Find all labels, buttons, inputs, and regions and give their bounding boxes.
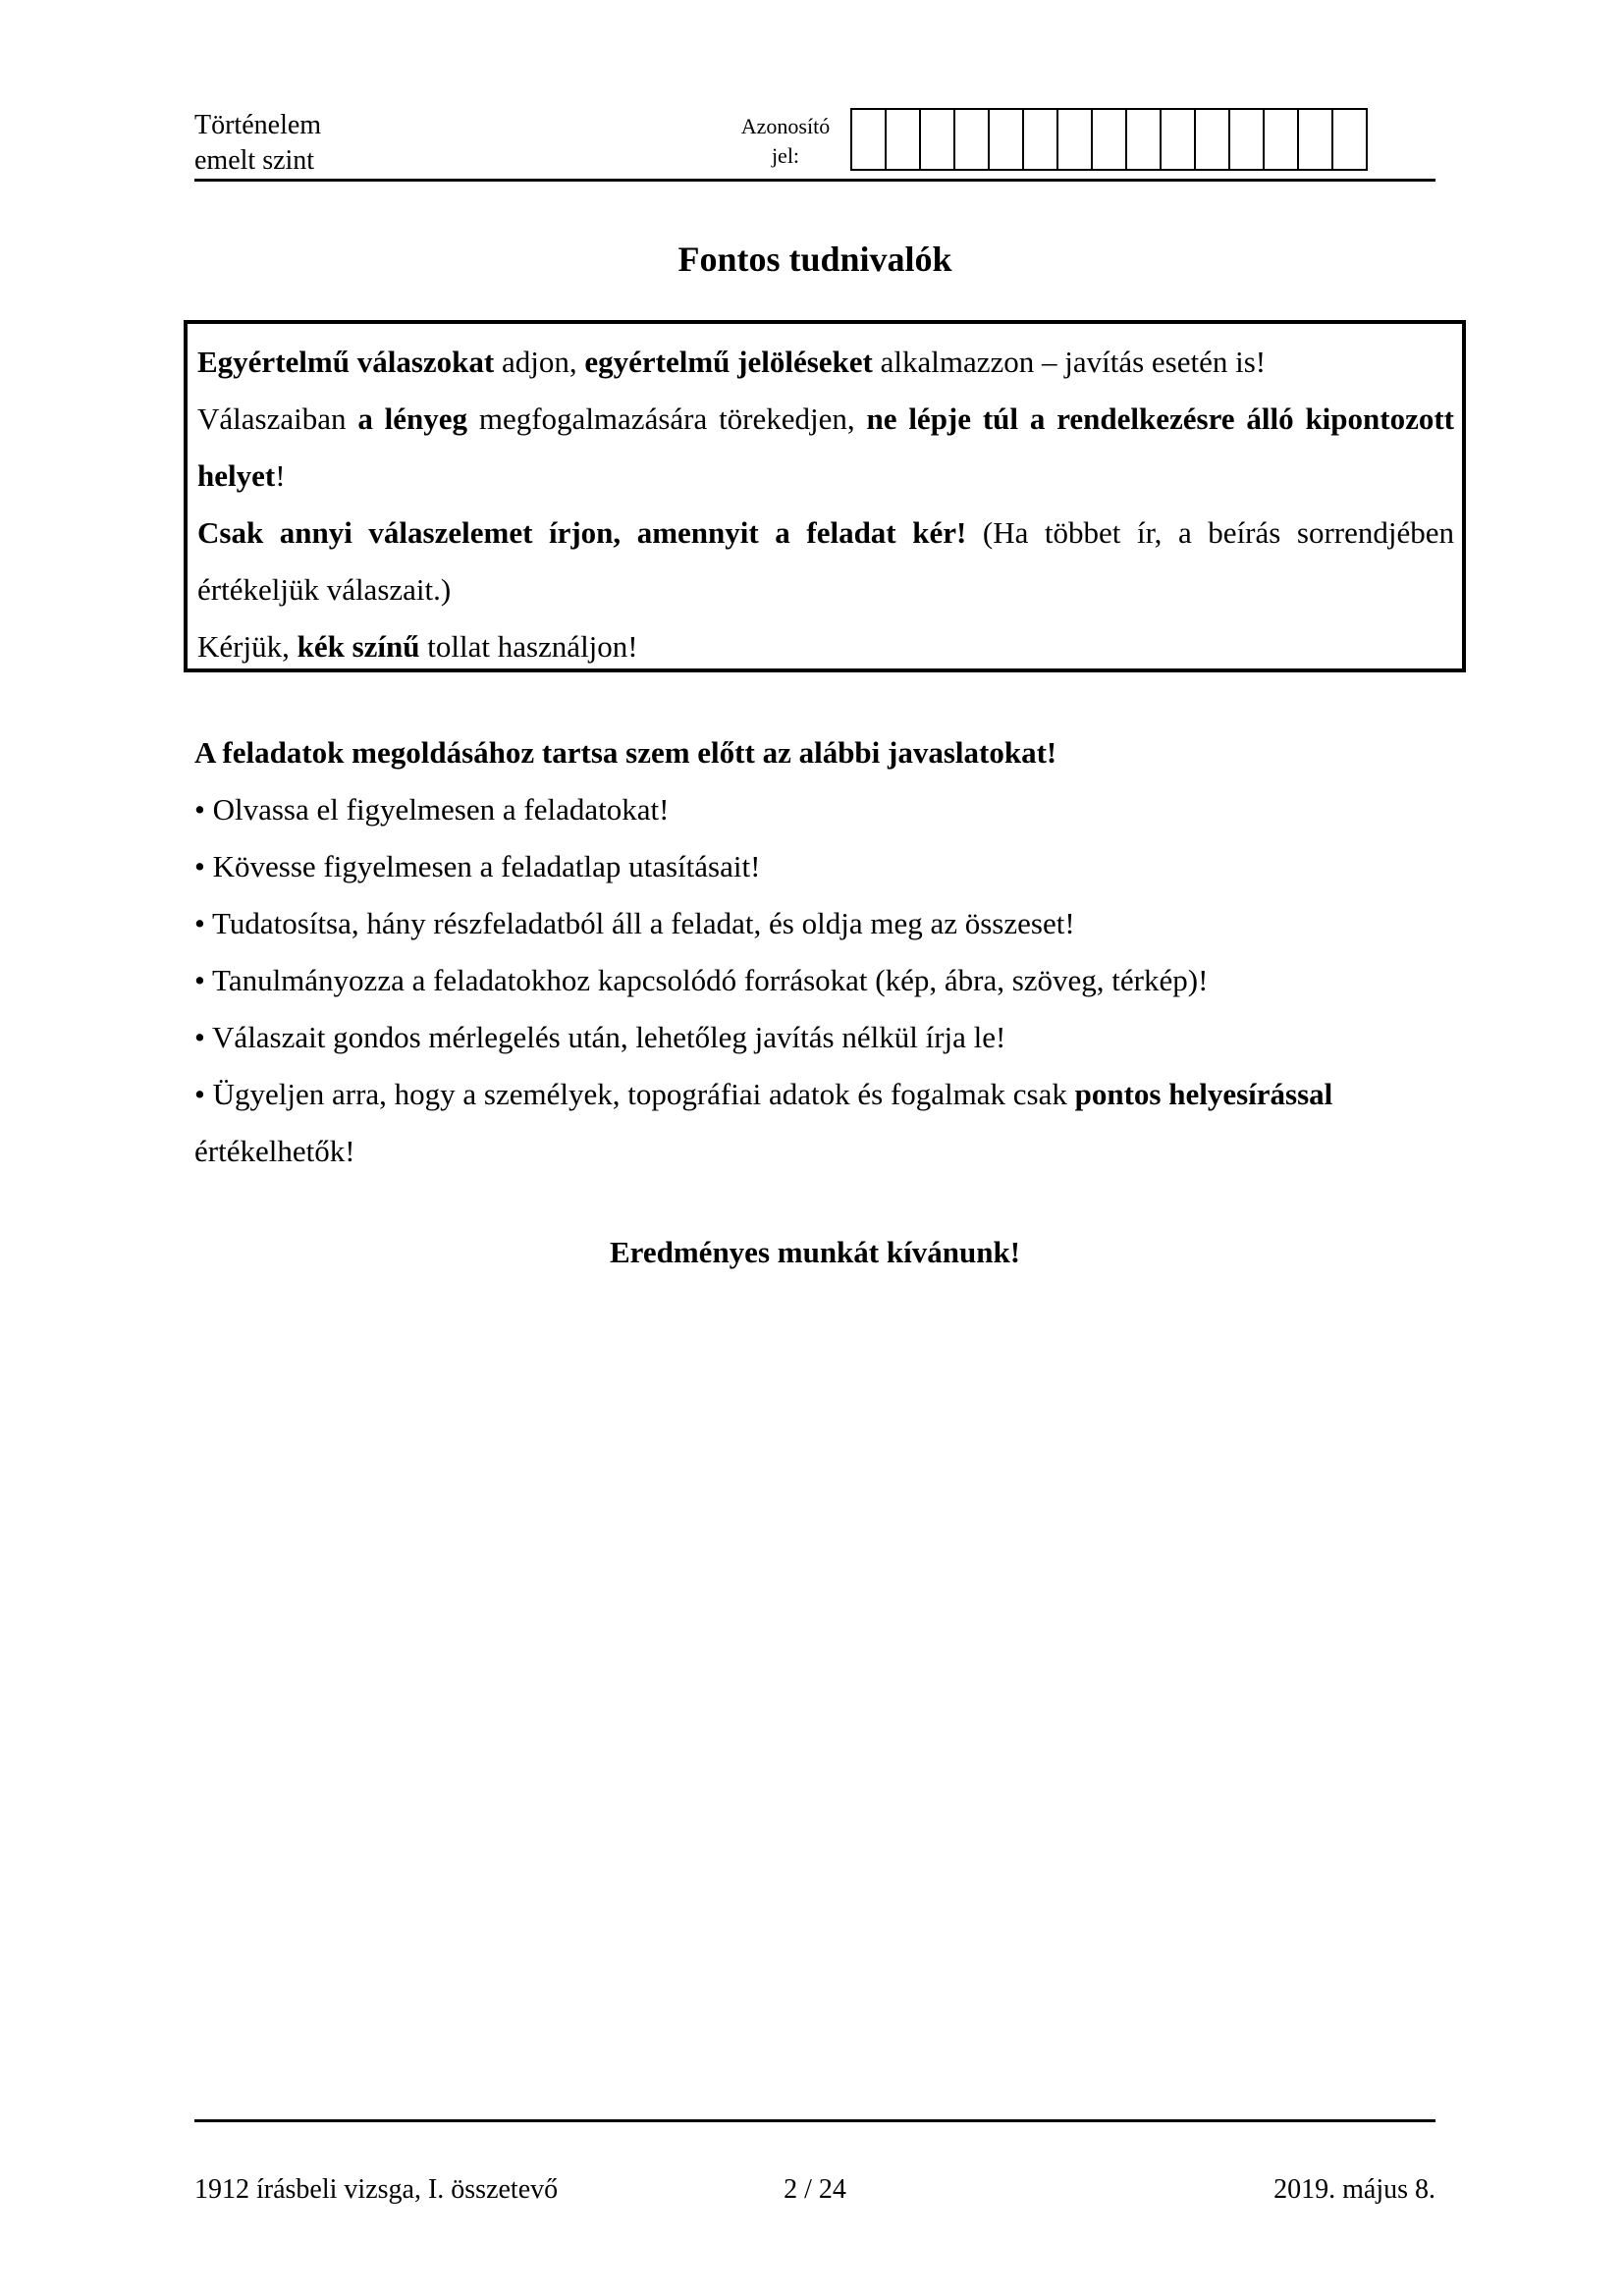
advice-item: • Tanulmányozza a feladatokhoz kapcsolódó forrásokat (kép, ábra, szöveg, térkép)! [194, 963, 1209, 997]
header-divider [194, 179, 1435, 182]
id-label-line2: jel: [771, 143, 800, 168]
footer-divider [194, 2119, 1435, 2122]
notice-text: ! [275, 458, 286, 493]
id-code-box [953, 108, 990, 171]
id-code-box [850, 108, 887, 171]
notice-text: tollat használjon! [419, 629, 638, 664]
notice-text: Válaszaiban [197, 401, 358, 436]
advice-section [194, 724, 1435, 1180]
subject-name: Történelem [194, 110, 322, 140]
notice-line-2 [197, 391, 1454, 505]
footer-date: 2019. május 8. [1273, 2174, 1435, 2205]
advice-item: • Olvassa el figyelmesen a feladatokat! [194, 792, 670, 827]
level-name: emelt szint [194, 145, 315, 176]
footer-page-number: 2 / 24 [784, 2174, 846, 2205]
id-code-box [1331, 108, 1368, 171]
notice-bold: Csak annyi válaszelemet írjon, amennyit a feladat kér! [197, 515, 967, 550]
notice-text: Kérjük, [197, 629, 298, 664]
id-code-box [988, 108, 1024, 171]
header-subject-block [194, 108, 321, 179]
advice-item: • Válaszait gondos mérlegelés után, lehetőleg javítás nélkül írja le! [194, 1020, 1006, 1054]
notice-bold: egyértelmű jelöléseket [584, 345, 873, 379]
advice-text: • Ügyeljen arra, hogy a személyek, topográfiai adatok és fogalmak csak [194, 1077, 1075, 1111]
id-code-box [1125, 108, 1162, 171]
notice-bold: Egyértelmű válaszokat [197, 345, 495, 379]
notice-text: (Ha többet ír, a beírás sorrendjében értékeljük válaszait.) [197, 515, 1455, 607]
advice-heading-text: A feladatok megoldásához tartsa szem előtt az alábbi javaslatokat! [194, 735, 1057, 770]
id-code-box [919, 108, 955, 171]
notice-box [184, 320, 1466, 672]
id-code-box [1228, 108, 1265, 171]
notice-bold: kék színű [297, 629, 420, 664]
notice-line-4 [197, 618, 1454, 675]
notice-line-3 [197, 505, 1454, 618]
notice-bold: a lényeg [357, 401, 468, 436]
closing-wish: Eredményes munkát kívánunk! [609, 1235, 1021, 1269]
id-code-box [885, 108, 921, 171]
id-code-box [1194, 108, 1230, 171]
advice-heading [194, 724, 1435, 781]
page-title: Fontos tudnivalók [677, 240, 952, 279]
advice-bold: pontos helyesírással [1074, 1077, 1333, 1111]
id-code-box [1056, 108, 1093, 171]
id-code-box [1297, 108, 1333, 171]
id-code-boxes [852, 108, 1368, 171]
notice-text: megfogalmazására törekedjen, [467, 401, 867, 436]
notice-text: alkalmazzon – javítás esetén is! [872, 345, 1267, 379]
id-code-box [1022, 108, 1058, 171]
id-label [727, 112, 844, 171]
notice-bold: ne lépje túl a rendelkezésre álló kipontozott helyet [197, 401, 1455, 493]
notice-line-1 [197, 334, 1454, 391]
id-label-line1: Azonosító [740, 114, 831, 138]
advice-item: • Tudatosítsa, hány részfeladatból áll a feladat, és oldja meg az összeset! [194, 906, 1075, 940]
id-code-box [1263, 108, 1299, 171]
notice-text: adjon, [494, 345, 585, 379]
advice-item: • Kövesse figyelmesen a feladatlap utasításait! [194, 849, 761, 883]
advice-text: értékelhetők! [194, 1134, 355, 1168]
advice-item [194, 1066, 1435, 1180]
id-code-box [1091, 108, 1127, 171]
id-code-box [1160, 108, 1196, 171]
footer-exam-code: 1912 írásbeli vizsga, I. összetevő [194, 2174, 559, 2205]
